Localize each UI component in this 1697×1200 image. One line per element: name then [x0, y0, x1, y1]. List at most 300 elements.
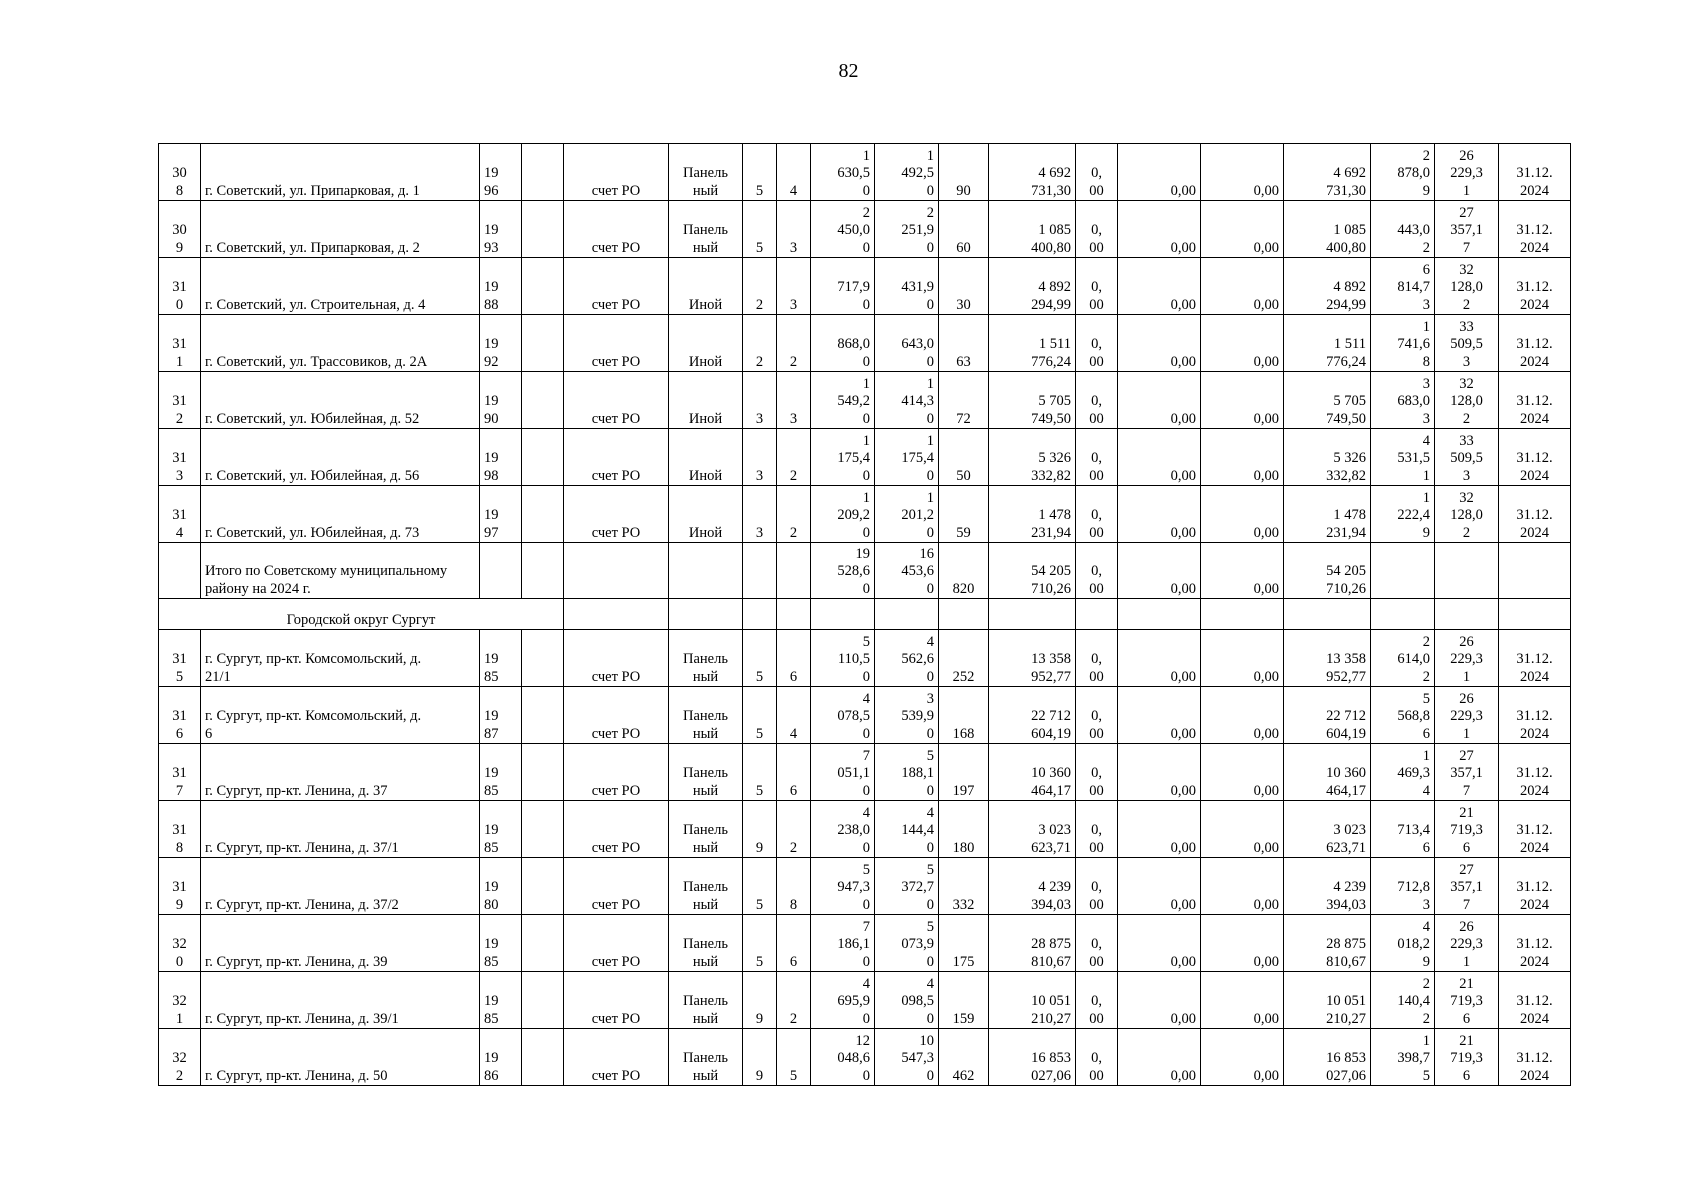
total-area: 5 110,5 0 [837, 633, 870, 685]
total-area: 1 630,5 0 [837, 147, 870, 199]
total-budget-b: 0,00 [1253, 580, 1279, 597]
wall-type: Панель ный [683, 993, 728, 1027]
budget-a: 0,00 [1170, 353, 1196, 370]
budget-a: 0,00 [1170, 1010, 1196, 1027]
wall-type: Панель ный [683, 822, 728, 856]
max-unit-cost: 26 229,3 1 [1450, 633, 1483, 685]
budget-a: 0,00 [1170, 953, 1196, 970]
wall-type: Иной [688, 524, 723, 541]
budget-b: 0,00 [1253, 239, 1279, 256]
deadline: 31.12. 2024 [1516, 765, 1553, 799]
rows-sovetsky [159, 144, 1571, 543]
table-row [159, 315, 1571, 372]
owners-funds: 10 360 464,17 [1326, 765, 1366, 799]
owners-funds: 16 853 027,06 [1326, 1050, 1366, 1084]
address: г. Советский, ул. Строительная, д. 4 [205, 296, 426, 313]
max-unit-cost: 32 128,0 2 [1450, 489, 1483, 541]
deadline: 31.12. 2024 [1516, 336, 1553, 370]
total-area: 4 078,5 0 [837, 690, 870, 742]
row-number: 31 9 [172, 879, 187, 913]
deadline: 31.12. 2024 [1516, 222, 1553, 256]
total-cost: 54 205 710,26 [1031, 563, 1071, 597]
owners-funds: 5 326 332,82 [1326, 450, 1366, 484]
fund-method: счет РО [591, 668, 641, 685]
unit-cost: 2 614,0 2 [1397, 633, 1430, 685]
living-area: 1 414,3 0 [901, 375, 934, 427]
entrances: 3 [789, 296, 798, 313]
year: 19 93 [484, 222, 499, 256]
address: г. Сургут, пр-кт. Ленина, д. 39/1 [205, 1010, 399, 1027]
unit-cost: 5 568,8 6 [1397, 690, 1430, 742]
living-area: 431,9 0 [901, 279, 934, 313]
table-row [159, 801, 1571, 858]
cost-total: 3 023 623,71 [1031, 822, 1071, 856]
row-number: 31 2 [172, 393, 187, 427]
entrances: 3 [789, 410, 798, 427]
year: 19 90 [484, 393, 499, 427]
year: 19 85 [484, 765, 499, 799]
deadline: 31.12. 2024 [1516, 993, 1553, 1027]
owners-funds: 4 692 731,30 [1326, 165, 1366, 199]
owners-funds: 5 705 749,50 [1326, 393, 1366, 427]
total-area: 5 947,3 0 [837, 861, 870, 913]
floors: 5 [755, 239, 764, 256]
unit-cost: 712,8 3 [1397, 879, 1430, 913]
fund-amount: 0, 00 [1089, 165, 1104, 199]
total-owners: 54 205 710,26 [1326, 563, 1366, 597]
entrances: 6 [789, 782, 798, 799]
row-number: 32 2 [172, 1050, 187, 1084]
residents: 168 [952, 725, 975, 742]
unit-cost: 1 398,7 5 [1397, 1032, 1430, 1084]
fund-amount: 0, 00 [1089, 708, 1104, 742]
deadline: 31.12. 2024 [1516, 879, 1553, 913]
entrances: 6 [789, 953, 798, 970]
budget-a: 0,00 [1170, 839, 1196, 856]
budget-b: 0,00 [1253, 353, 1279, 370]
table-row [159, 372, 1571, 429]
row-number: 31 7 [172, 765, 187, 799]
max-unit-cost: 21 719,3 6 [1450, 975, 1483, 1027]
wall-type: Панель ный [683, 651, 728, 685]
year: 19 80 [484, 879, 499, 913]
floors: 3 [755, 524, 764, 541]
residents: 50 [956, 467, 971, 484]
wall-type: Панель ный [683, 708, 728, 742]
budget-a: 0,00 [1170, 668, 1196, 685]
floors: 9 [755, 1010, 764, 1027]
max-unit-cost: 21 719,3 6 [1450, 804, 1483, 856]
wall-type: Иной [688, 410, 723, 427]
deadline: 31.12. 2024 [1516, 279, 1553, 313]
budget-a: 0,00 [1170, 896, 1196, 913]
table-row [159, 858, 1571, 915]
entrances: 2 [789, 353, 798, 370]
wall-type: Панель ный [683, 165, 728, 199]
floors: 3 [755, 467, 764, 484]
unit-cost: 713,4 6 [1397, 822, 1430, 856]
row-number: 31 3 [172, 450, 187, 484]
row-number: 31 8 [172, 822, 187, 856]
deadline: 31.12. 2024 [1516, 822, 1553, 856]
budget-a: 0,00 [1170, 782, 1196, 799]
max-unit-cost: 27 357,1 7 [1450, 747, 1483, 799]
living-area: 4 144,4 0 [901, 804, 934, 856]
floors: 9 [755, 1067, 764, 1084]
fund-method: счет РО [591, 725, 641, 742]
fund-amount: 0, 00 [1089, 993, 1104, 1027]
fund-amount: 0, 00 [1089, 879, 1104, 913]
cost-total: 5 705 749,50 [1031, 393, 1071, 427]
cost-total: 13 358 952,77 [1031, 651, 1071, 685]
owners-funds: 4 892 294,99 [1326, 279, 1366, 313]
fund-method: счет РО [591, 182, 641, 199]
living-area: 643,0 0 [901, 336, 934, 370]
floors: 5 [755, 896, 764, 913]
floors: 5 [755, 725, 764, 742]
residents: 180 [952, 839, 975, 856]
wall-type: Панель ный [683, 222, 728, 256]
entrances: 8 [789, 896, 798, 913]
max-unit-cost: 32 128,0 2 [1450, 375, 1483, 427]
total-budget-a: 0,00 [1170, 580, 1196, 597]
entrances: 2 [789, 839, 798, 856]
total-area: 12 048,6 0 [837, 1032, 870, 1084]
unit-cost: 3 683,0 3 [1397, 375, 1430, 427]
total-area: 717,9 0 [837, 279, 870, 313]
living-area: 5 372,7 0 [901, 861, 934, 913]
budget-b: 0,00 [1253, 524, 1279, 541]
max-unit-cost: 26 229,3 1 [1450, 918, 1483, 970]
owners-funds: 1 478 231,94 [1326, 507, 1366, 541]
entrances: 5 [789, 1067, 798, 1084]
budget-a: 0,00 [1170, 182, 1196, 199]
owners-funds: 13 358 952,77 [1326, 651, 1366, 685]
row-number: 31 6 [172, 708, 187, 742]
cost-total: 1 511 776,24 [1031, 336, 1071, 370]
address: г. Сургут, пр-кт. Ленина, д. 37 [205, 782, 388, 799]
fund-method: счет РО [591, 524, 641, 541]
residents: 60 [956, 239, 971, 256]
page-number: 82 [838, 60, 859, 82]
table-row [159, 1029, 1571, 1086]
owners-funds: 22 712 604,19 [1326, 708, 1366, 742]
floors: 5 [755, 182, 764, 199]
cost-total: 1 478 231,94 [1031, 507, 1071, 541]
max-unit-cost: 26 229,3 1 [1450, 147, 1483, 199]
total-area: 4 695,9 0 [837, 975, 870, 1027]
cost-total: 4 892 294,99 [1031, 279, 1071, 313]
unit-cost: 1 469,3 4 [1397, 747, 1430, 799]
total-row [159, 543, 1571, 599]
deadline: 31.12. 2024 [1516, 507, 1553, 541]
total-label: Итого по Советскому муниципальному району на 2024 г. [205, 563, 448, 597]
table-row [159, 915, 1571, 972]
owners-funds: 28 875 810,67 [1326, 936, 1366, 970]
floors: 5 [755, 953, 764, 970]
row-number: 31 0 [172, 279, 187, 313]
year: 19 85 [484, 936, 499, 970]
wall-type: Панель ный [683, 1050, 728, 1084]
table-row [159, 486, 1571, 543]
cost-total: 10 360 464,17 [1031, 765, 1071, 799]
unit-cost: 1 741,6 8 [1397, 318, 1430, 370]
year: 19 98 [484, 450, 499, 484]
living-area: 4 098,5 0 [901, 975, 934, 1027]
floors: 2 [755, 353, 764, 370]
unit-cost: 2 140,4 2 [1397, 975, 1430, 1027]
entrances: 3 [789, 239, 798, 256]
fund-method: счет РО [591, 953, 641, 970]
total-residents: 820 [952, 580, 975, 597]
owners-funds: 1 511 776,24 [1326, 336, 1366, 370]
cost-total: 16 853 027,06 [1031, 1050, 1071, 1084]
unit-cost: 1 222,4 9 [1397, 489, 1430, 541]
cost-total: 22 712 604,19 [1031, 708, 1071, 742]
budget-a: 0,00 [1170, 1067, 1196, 1084]
cost-total: 28 875 810,67 [1031, 936, 1071, 970]
living-area: 1 492,5 0 [901, 147, 934, 199]
year: 19 92 [484, 336, 499, 370]
year: 19 87 [484, 708, 499, 742]
residents: 462 [952, 1067, 975, 1084]
living-area: 4 562,6 0 [901, 633, 934, 685]
unit-cost: 2 878,0 9 [1397, 147, 1430, 199]
fund-amount: 0, 00 [1089, 393, 1104, 427]
owners-funds: 10 051 210,27 [1326, 993, 1366, 1027]
residents: 159 [952, 1010, 975, 1027]
residents: 90 [956, 182, 971, 199]
fund-method: счет РО [591, 296, 641, 313]
fund-amount: 0, 00 [1089, 822, 1104, 856]
year: 19 88 [484, 279, 499, 313]
fund-amount: 0, 00 [1089, 507, 1104, 541]
total-area: 2 450,0 0 [837, 204, 870, 256]
total-area: 4 238,0 0 [837, 804, 870, 856]
budget-b: 0,00 [1253, 725, 1279, 742]
residents: 59 [956, 524, 971, 541]
budget-a: 0,00 [1170, 239, 1196, 256]
budget-b: 0,00 [1253, 953, 1279, 970]
address: г. Советский, ул. Припарковая, д. 1 [205, 182, 420, 199]
floors: 9 [755, 839, 764, 856]
entrances: 6 [789, 668, 798, 685]
budget-a: 0,00 [1170, 524, 1196, 541]
address: г. Сургут, пр-кт. Ленина, д. 39 [205, 953, 388, 970]
living-area: 5 188,1 0 [901, 747, 934, 799]
fund-amount: 0, 00 [1089, 651, 1104, 685]
max-unit-cost: 26 229,3 1 [1450, 690, 1483, 742]
wall-type: Иной [688, 467, 723, 484]
fund-method: счет РО [591, 467, 641, 484]
total-area: 19 528,6 0 [837, 545, 870, 597]
address: г. Сургут, пр-кт. Комсомольский, д. 6 [205, 708, 422, 742]
unit-cost: 4 018,2 9 [1397, 918, 1430, 970]
residents: 197 [952, 782, 975, 799]
deadline: 31.12. 2024 [1516, 393, 1553, 427]
fund-amount: 0, 00 [1089, 222, 1104, 256]
year: 19 85 [484, 651, 499, 685]
deadline: 31.12. 2024 [1516, 708, 1553, 742]
address: г. Советский, ул. Юбилейная, д. 73 [205, 524, 420, 541]
fund-method: счет РО [591, 1067, 641, 1084]
living-area: 10 547,3 0 [901, 1032, 934, 1084]
fund-method: счет РО [591, 896, 641, 913]
table-row [159, 144, 1571, 201]
floors: 2 [755, 296, 764, 313]
max-unit-cost: 33 509,5 3 [1450, 432, 1483, 484]
total-area: 868,0 0 [837, 336, 870, 370]
entrances: 2 [789, 524, 798, 541]
cost-total: 4 239 394,03 [1031, 879, 1071, 913]
budget-b: 0,00 [1253, 296, 1279, 313]
deadline: 31.12. 2024 [1516, 651, 1553, 685]
deadline: 31.12. 2024 [1516, 450, 1553, 484]
row-number: 32 0 [172, 936, 187, 970]
owners-funds: 4 239 394,03 [1326, 879, 1366, 913]
year: 19 85 [484, 822, 499, 856]
fund-amount: 0, 00 [1089, 765, 1104, 799]
table-row [159, 972, 1571, 1029]
max-unit-cost: 32 128,0 2 [1450, 261, 1483, 313]
entrances: 2 [789, 467, 798, 484]
address: г. Советский, ул. Юбилейная, д. 56 [205, 467, 420, 484]
fund-amount: 0, 00 [1089, 336, 1104, 370]
max-unit-cost: 21 719,3 6 [1450, 1032, 1483, 1084]
wall-type: Иной [688, 296, 723, 313]
address: г. Сургут, пр-кт. Ленина, д. 37/2 [205, 896, 399, 913]
fund-method: счет РО [591, 839, 641, 856]
max-unit-cost: 33 509,5 3 [1450, 318, 1483, 370]
max-unit-cost: 27 357,1 7 [1450, 204, 1483, 256]
fund-method: счет РО [591, 410, 641, 427]
residents: 332 [952, 896, 975, 913]
row-number: 31 1 [172, 336, 187, 370]
residents: 63 [956, 353, 971, 370]
total-living-area: 16 453,6 0 [901, 545, 934, 597]
row-number: 30 8 [172, 165, 187, 199]
cost-total: 10 051 210,27 [1031, 993, 1071, 1027]
table-row [159, 201, 1571, 258]
wall-type: Панель ный [683, 765, 728, 799]
table-row [159, 429, 1571, 486]
total-area: 1 549,2 0 [837, 375, 870, 427]
budget-b: 0,00 [1253, 1010, 1279, 1027]
budget-b: 0,00 [1253, 839, 1279, 856]
unit-cost: 443,0 2 [1397, 222, 1430, 256]
year: 19 85 [484, 993, 499, 1027]
budget-b: 0,00 [1253, 668, 1279, 685]
total-area: 1 175,4 0 [837, 432, 870, 484]
wall-type: Панель ный [683, 879, 728, 913]
floors: 3 [755, 410, 764, 427]
cost-total: 4 692 731,30 [1031, 165, 1071, 199]
year: 19 96 [484, 165, 499, 199]
budget-b: 0,00 [1253, 782, 1279, 799]
budget-b: 0,00 [1253, 182, 1279, 199]
budget-a: 0,00 [1170, 725, 1196, 742]
address: г. Советский, ул. Припарковая, д. 2 [205, 239, 420, 256]
address: г. Сургут, пр-кт. Ленина, д. 37/1 [205, 839, 399, 856]
address: г. Советский, ул. Трассовиков, д. 2А [205, 353, 428, 370]
residents: 72 [956, 410, 971, 427]
table-row [159, 687, 1571, 744]
entrances: 4 [789, 182, 798, 199]
entrances: 2 [789, 1010, 798, 1027]
budget-b: 0,00 [1253, 467, 1279, 484]
fund-method: счет РО [591, 239, 641, 256]
fund-method: счет РО [591, 1010, 641, 1027]
row-number: 32 1 [172, 993, 187, 1027]
living-area: 2 251,9 0 [901, 204, 934, 256]
fund-amount: 0, 00 [1089, 936, 1104, 970]
total-area: 7 186,1 0 [837, 918, 870, 970]
entrances: 4 [789, 725, 798, 742]
budget-a: 0,00 [1170, 296, 1196, 313]
residents: 175 [952, 953, 975, 970]
living-area: 3 539,9 0 [901, 690, 934, 742]
fund-amount: 0, 00 [1089, 450, 1104, 484]
deadline: 31.12. 2024 [1516, 165, 1553, 199]
budget-b: 0,00 [1253, 410, 1279, 427]
living-area: 1 175,4 0 [901, 432, 934, 484]
deadline: 31.12. 2024 [1516, 1050, 1553, 1084]
total-fund: 0, 00 [1089, 563, 1104, 597]
wall-type: Панель ный [683, 936, 728, 970]
address: г. Сургут, пр-кт. Ленина, д. 50 [205, 1067, 388, 1084]
max-unit-cost: 27 357,1 7 [1450, 861, 1483, 913]
fund-amount: 0, 00 [1089, 1050, 1104, 1084]
deadline: 31.12. 2024 [1516, 936, 1553, 970]
year: 19 86 [484, 1050, 499, 1084]
floors: 5 [755, 668, 764, 685]
total-area: 1 209,2 0 [837, 489, 870, 541]
residents: 30 [956, 296, 971, 313]
cost-total: 1 085 400,80 [1031, 222, 1071, 256]
total-area: 7 051,1 0 [837, 747, 870, 799]
unit-cost: 4 531,5 1 [1397, 432, 1430, 484]
fund-method: счет РО [591, 353, 641, 370]
row-number: 31 5 [172, 651, 187, 685]
row-number: 31 4 [172, 507, 187, 541]
row-number: 30 9 [172, 222, 187, 256]
owners-funds: 1 085 400,80 [1326, 222, 1366, 256]
address: г. Сургут, пр-кт. Комсомольский, д. 21/1 [205, 651, 422, 685]
section-title: Городской округ Сургут [286, 611, 436, 628]
table-row [159, 258, 1571, 315]
budget-b: 0,00 [1253, 1067, 1279, 1084]
cost-total: 5 326 332,82 [1031, 450, 1071, 484]
fund-method: счет РО [591, 782, 641, 799]
year: 19 97 [484, 507, 499, 541]
living-area: 5 073,9 0 [901, 918, 934, 970]
address: г. Советский, ул. Юбилейная, д. 52 [205, 410, 420, 427]
wall-type: Иной [688, 353, 723, 370]
budget-a: 0,00 [1170, 467, 1196, 484]
unit-cost: 6 814,7 3 [1397, 261, 1430, 313]
budget-a: 0,00 [1170, 410, 1196, 427]
table-row [159, 744, 1571, 801]
rows-surgut [159, 630, 1571, 1086]
budget-b: 0,00 [1253, 896, 1279, 913]
living-area: 1 201,2 0 [901, 489, 934, 541]
fund-amount: 0, 00 [1089, 279, 1104, 313]
repair-program-table [158, 143, 1571, 1086]
floors: 5 [755, 782, 764, 799]
owners-funds: 3 023 623,71 [1326, 822, 1366, 856]
residents: 252 [952, 668, 975, 685]
table-row [159, 630, 1571, 687]
